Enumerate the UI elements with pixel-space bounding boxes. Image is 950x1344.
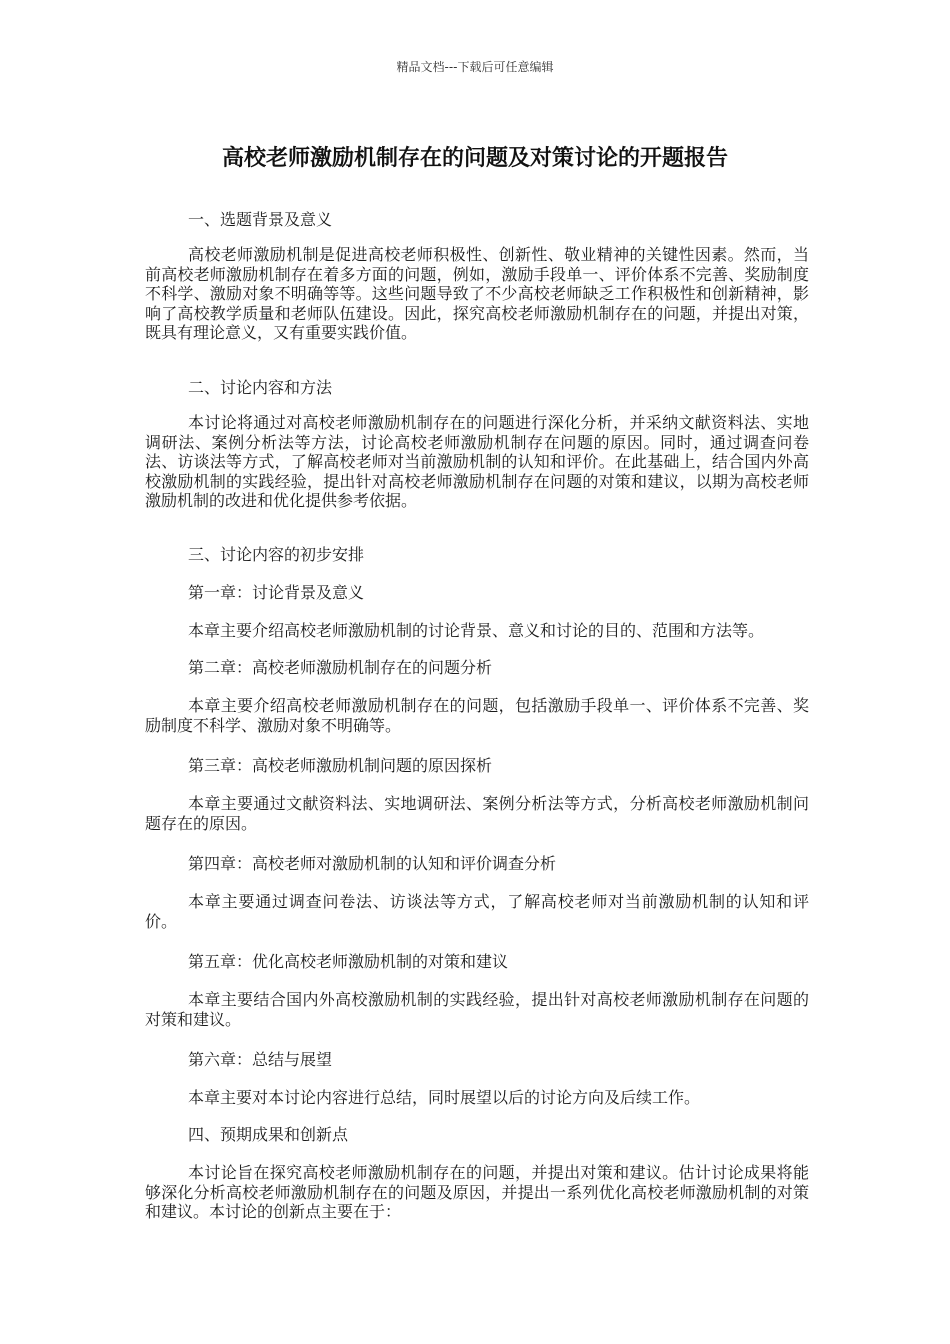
chapter-paragraph-1: 本章主要介绍高校老师激励机制的讨论背景、意义和讨论的目的、范围和方法等。 [188, 621, 765, 640]
chapter-paragraph-3: 本章主要通过文献资料法、实地调研法、案例分析法等方式，分析高校老师激励机制问题存在的原因。 [145, 794, 809, 833]
paragraph-outcomes: 本讨论旨在探究高校老师激励机制存在的问题，并提出对策和建议。估计讨论成果将能够深化分析高校老师激励机制存在的问题及原因，并提出一系列优化高校老师激励机制的对策和建议。本讨论的创新点主要在于： [145, 1163, 809, 1221]
chapter-heading-3: 第三章：高校老师激励机制问题的原因探析 [188, 756, 493, 775]
chapter-paragraph-6: 本章主要对本讨论内容进行总结，同时展望以后的讨论方向及后续工作。 [188, 1088, 701, 1107]
chapter-heading-6: 第六章：总结与展望 [188, 1050, 333, 1069]
page-header-note: 精品文档---下载后可任意编辑 [396, 60, 554, 74]
chapter-paragraph-5: 本章主要结合国内外高校激励机制的实践经验，提出针对高校老师激励机制存在问题的对策和建议。 [145, 990, 809, 1029]
section-heading-1: 一、选题背景及意义 [188, 210, 333, 229]
paragraph-background: 高校老师激励机制是促进高校老师积极性、创新性、敬业精神的关键性因素。然而，当前高校老师激励机制存在着多方面的问题，例如，激励手段单一、评价体系不完善、奖励制度不科学、激励对象不明确等等。这些问题导致了不少高校老师缺乏工作积极性和创新精神，影响了高校教学质量和老师队伍建设。因此，探究高校老师激励机制存在的问题，并提出对策，既具有理论意义，又有重要实践价值。 [145, 245, 809, 342]
chapter-heading-2: 第二章：高校老师激励机制存在的问题分析 [188, 658, 493, 677]
chapter-paragraph-2: 本章主要介绍高校老师激励机制存在的问题，包括激励手段单一、评价体系不完善、奖励制度不科学、激励对象不明确等。 [145, 696, 809, 735]
section-heading-4: 四、预期成果和创新点 [188, 1125, 349, 1144]
section-heading-2: 二、讨论内容和方法 [188, 378, 333, 397]
document-title: 高校老师激励机制存在的问题及对策讨论的开题报告 [221, 146, 728, 171]
section-heading-3: 三、讨论内容的初步安排 [188, 545, 365, 564]
chapter-heading-1: 第一章：讨论背景及意义 [188, 583, 365, 602]
chapter-heading-4: 第四章：高校老师对激励机制的认知和评价调查分析 [188, 854, 557, 873]
paragraph-content-method: 本讨论将通过对高校老师激励机制存在的问题进行深化分析，并采纳文献资料法、实地调研法、案例分析法等方法，讨论高校老师激励机制存在问题的原因。同时，通过调查问卷法、访谈法等方式，了解高校老师对当前激励机制的认知和评价。在此基础上，结合国内外高校激励机制的实践经验，提出针对高校老师激励机制存在问题的对策和建议，以期为高校老师激励机制的改进和优化提供参考依据。 [145, 413, 809, 510]
chapter-paragraph-4: 本章主要通过调查问卷法、访谈法等方式，了解高校老师对当前激励机制的认知和评价。 [145, 892, 809, 931]
chapter-heading-5: 第五章：优化高校老师激励机制的对策和建议 [188, 952, 509, 971]
